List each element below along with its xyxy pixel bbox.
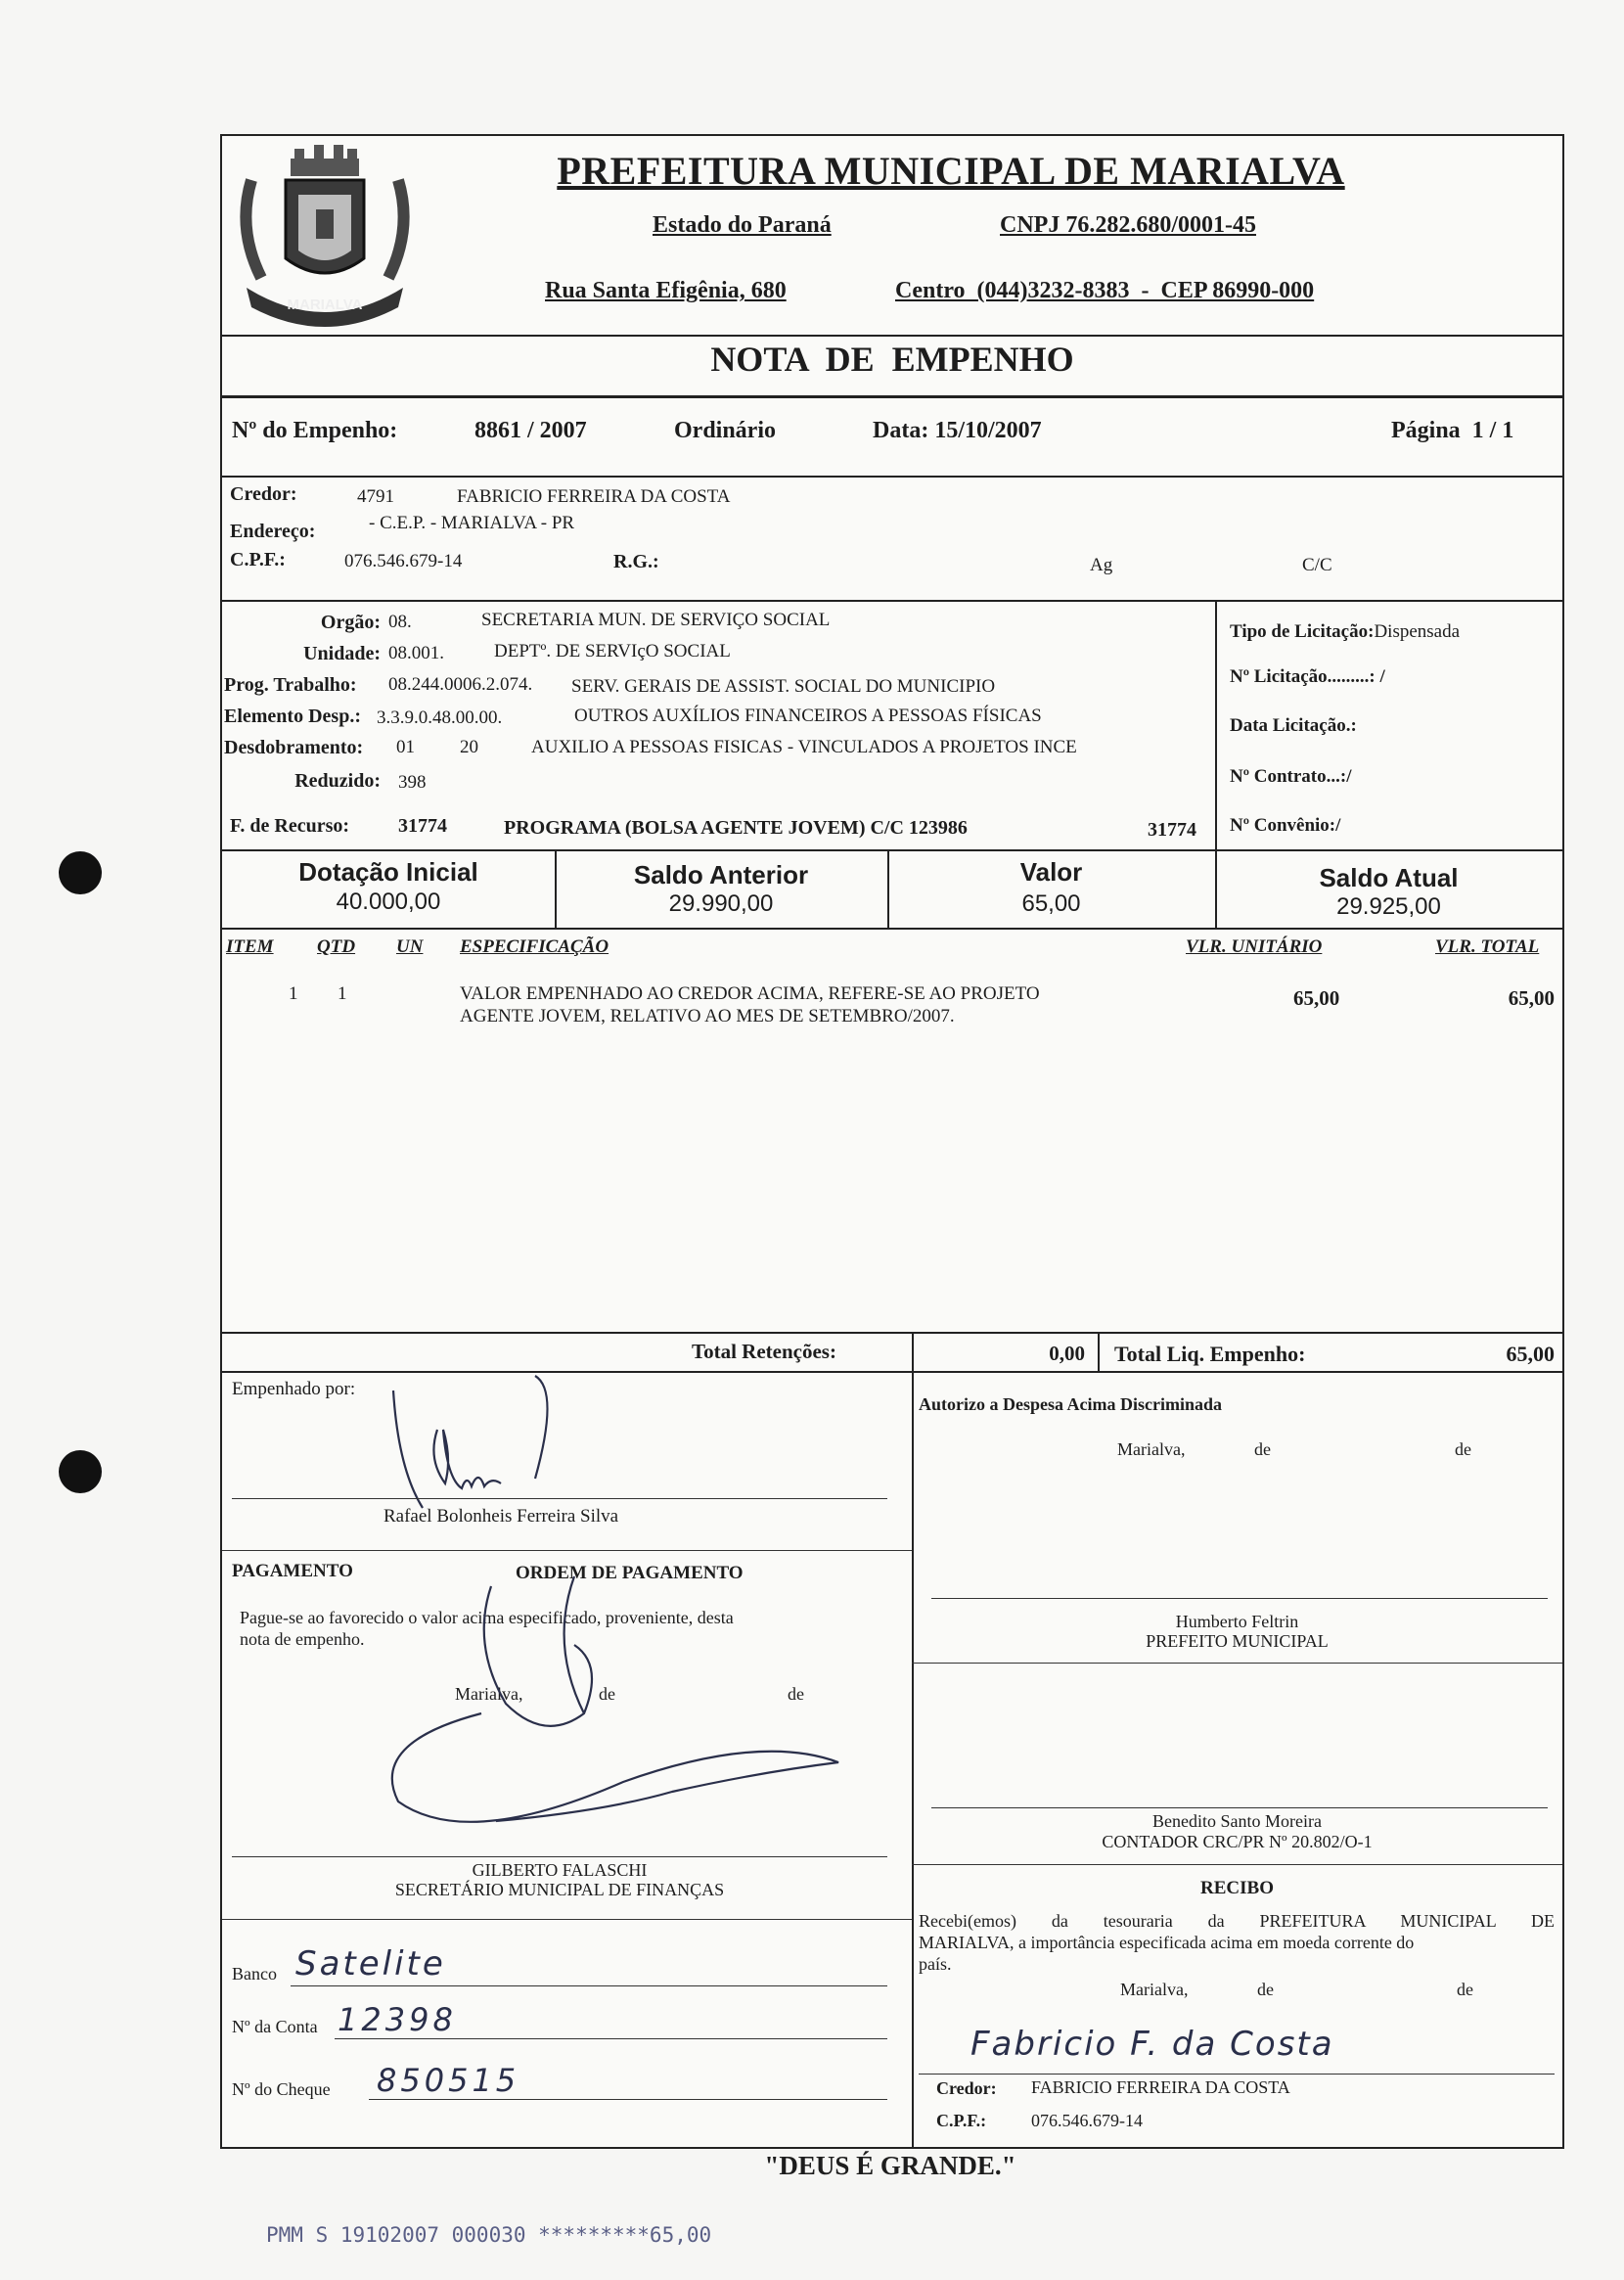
items-header-unit-value: VLR. UNITÁRIO <box>1186 936 1323 957</box>
empenhado-por-name: Rafael Bolonheis Ferreira Silva <box>383 1506 619 1527</box>
punch-hole-top <box>59 851 102 894</box>
tipo-licitacao-label-text: Tipo de Licitação: <box>1230 621 1375 642</box>
orgao-label: Orgão: <box>320 612 381 633</box>
credor-code: 4791 <box>357 486 394 507</box>
empenho-number: 8861 / 2007 <box>474 418 587 443</box>
unidade-name: DEPTº. DE SERVIçO SOCIAL <box>494 641 731 661</box>
recibo-cpf-label: C.P.F.: <box>936 2111 987 2130</box>
recibo-text-line2: MARIALVA, a importância especificada acima em moeda corrente do <box>919 1933 1415 1952</box>
elemento-desp-name: OUTROS AUXÍLIOS FINANCEIROS A PESSOAS FÍSICAS <box>574 706 1042 726</box>
banco-label: Banco <box>232 1964 277 1984</box>
secretario-name: GILBERTO FALASCHI <box>472 1860 648 1880</box>
page-number: Página 1 / 1 <box>1391 418 1514 443</box>
endereco-label: Endereço: <box>230 521 316 542</box>
secretario-signature <box>349 1567 897 1860</box>
recibo-de-1: de <box>1257 1980 1274 1999</box>
numero-licitacao: Nº Licitação.........: / <box>1230 666 1385 687</box>
footer-motto: "DEUS É GRANDE." <box>764 2151 1016 2180</box>
items-header-item: ITEM <box>226 936 274 957</box>
item-1-spec-line1: VALOR EMPENHADO AO CREDOR ACIMA, REFERE-SE AO PROJETO <box>460 983 1040 1004</box>
data-licitacao: Data Licitação.: <box>1230 715 1357 736</box>
fonte-recurso-code: 31774 <box>398 815 447 837</box>
ordem-pagamento-label: ORDEM DE PAGAMENTO <box>516 1563 744 1583</box>
empenhado-signature <box>300 1371 692 1518</box>
cpf-label: C.P.F.: <box>230 549 286 570</box>
elemento-desp-code: 3.3.9.0.48.00.00. <box>377 707 503 728</box>
dotacao-inicial-label: Dotação Inicial <box>298 857 478 887</box>
empenho-type: Ordinário <box>674 418 777 443</box>
ag-label: Ag <box>1090 555 1113 575</box>
punch-hole-bottom <box>59 1450 102 1493</box>
fonte-recurso-code-2: 31774 <box>1148 819 1196 841</box>
saldo-atual-label: Saldo Atual <box>1319 863 1459 892</box>
item-1-spec-line2: AGENTE JOVEM, RELATIVO AO MES DE SETEMBRO/2007. <box>460 1006 955 1026</box>
prefeito-role: PREFEITO MUNICIPAL <box>1146 1631 1329 1651</box>
valor-value: 65,00 <box>1021 890 1081 917</box>
cheque-value: 850515 <box>377 2062 520 2099</box>
pagamento-de-1: de <box>599 1684 615 1704</box>
nota-de-empenho-form <box>220 134 1564 2149</box>
numero-convenio: Nº Convênio:/ <box>1230 815 1341 836</box>
conta-label: Nº da Conta <box>232 2017 318 2036</box>
prog-trabalho-name: SERV. GERAIS DE ASSIST. SOCIAL DO MUNICIPIO <box>571 676 996 697</box>
total-retencoes-value: 0,00 <box>1049 1342 1085 1365</box>
coat-of-arms-banner-text: MARIALVA <box>287 296 363 313</box>
desdobramento-name: AUXILIO A PESSOAS FISICAS - VINCULADOS A PROJETOS INCE <box>531 737 1077 757</box>
item-1-qtd: 1 <box>338 983 347 1004</box>
total-liquido-label: Total Liq. Empenho: <box>1114 1342 1306 1366</box>
tipo-licitacao-value: Dispensada <box>1374 621 1461 642</box>
cc-label: C/C <box>1302 555 1332 575</box>
secretario-role: SECRETÁRIO MUNICIPAL DE FINANÇAS <box>394 1880 725 1899</box>
item-1-number: 1 <box>289 983 298 1004</box>
reduzido-value: 398 <box>398 772 427 793</box>
total-retencoes-label: Total Retenções: <box>692 1340 836 1363</box>
items-header-total-value: VLR. TOTAL <box>1435 936 1540 957</box>
reduzido-label: Reduzido: <box>294 770 381 792</box>
items-header-spec: ESPECIFICAÇÃO <box>460 936 609 957</box>
recibo-credor-label: Credor: <box>936 2078 997 2098</box>
prefeitura-title: PREFEITURA MUNICIPAL DE MARIALVA <box>557 149 1345 193</box>
bank-authentication-stamp: PMM S 19102007 000030 *********65,00 <box>266 2223 712 2247</box>
orgao-code: 08. <box>388 612 412 632</box>
desdobramento-code: 01 <box>396 737 415 757</box>
numero-contrato: Nº Contrato...:/ <box>1230 766 1352 787</box>
credor-address: - C.E.P. - MARIALVA - PR <box>369 513 575 533</box>
conta-value: 12398 <box>338 2001 457 2038</box>
orgao-name: SECRETARIA MUN. DE SERVIÇO SOCIAL <box>481 610 831 630</box>
banco-value: Satelite <box>295 1944 446 1984</box>
cheque-label: Nº do Cheque <box>232 2079 331 2099</box>
contador-name: Benedito Santo Moreira <box>1152 1811 1322 1831</box>
pagamento-place: Marialva, <box>455 1684 523 1704</box>
autorizo-place: Marialva, <box>1117 1439 1186 1459</box>
unidade-code: 08.001. <box>388 643 444 663</box>
autorizo-de-1: de <box>1254 1439 1271 1459</box>
elemento-desp-label: Elemento Desp.: <box>224 706 361 727</box>
recibo-label: RECIBO <box>1200 1878 1274 1898</box>
cnpj: CNPJ 76.282.680/0001-45 <box>1000 212 1256 238</box>
street-address: Rua Santa Efigênia, 680 <box>545 278 787 303</box>
item-1-total-value: 65,00 <box>1508 986 1555 1010</box>
item-1-unit-value: 65,00 <box>1293 986 1340 1010</box>
pagamento-de-2: de <box>788 1684 804 1704</box>
credor-cpf: 076.546.679-14 <box>344 551 463 571</box>
empenho-number-label: Nº do Empenho: <box>232 418 398 443</box>
prog-trabalho-code: 08.244.0006.2.074. <box>388 674 533 695</box>
recibo-de-2: de <box>1457 1980 1473 1999</box>
empenhado-por-label: Empenhado por: <box>232 1379 356 1399</box>
empenho-date: Data: 15/10/2007 <box>873 418 1042 443</box>
credor-name: FABRICIO FERREIRA DA COSTA <box>457 486 731 507</box>
saldo-anterior-value: 29.990,00 <box>668 890 774 917</box>
pagamento-label: PAGAMENTO <box>232 1561 353 1581</box>
contact-info: Centro (044)3232-8383 - CEP 86990-000 <box>895 278 1315 303</box>
contador-role: CONTADOR CRC/PR Nº 20.802/O-1 <box>1102 1832 1373 1851</box>
recibo-text-line1: Recebi(emos) da tesouraria da PREFEITURA MUNICIPAL DE <box>919 1911 1555 1931</box>
recibo-place: Marialva, <box>1120 1980 1189 1999</box>
tipo-licitacao-label <box>1230 621 1460 643</box>
recibo-cpf-value: 076.546.679-14 <box>1031 2111 1143 2130</box>
secretario-signature-stroke <box>392 1576 838 1822</box>
items-header-un: UN <box>396 936 424 957</box>
prefeito-name: Humberto Feltrin <box>1175 1612 1299 1631</box>
recibo-text-line3: país. <box>919 1954 952 1974</box>
saldo-atual-value: 29.925,00 <box>1336 893 1441 920</box>
unidade-label: Unidade: <box>303 643 381 664</box>
valor-label: Valor <box>1019 857 1083 887</box>
prog-trabalho-label: Prog. Trabalho: <box>224 674 357 696</box>
credor-handwritten-signature: Fabricio F. da Costa <box>970 2025 1334 2064</box>
state-name: Estado do Paraná <box>653 212 832 238</box>
fonte-recurso-name: PROGRAMA (BOLSA AGENTE JOVEM) C/C 123986 <box>504 817 968 839</box>
credor-label: Credor: <box>230 483 297 505</box>
total-liquido-value: 65,00 <box>1506 1342 1555 1366</box>
autorizo-label: Autorizo a Despesa Acima Discriminada <box>919 1394 1222 1414</box>
coat-of-arms-logo <box>232 141 418 332</box>
document-title: NOTA DE EMPENHO <box>710 340 1074 379</box>
rg-label: R.G.: <box>613 551 659 572</box>
recibo-credor-name: FABRICIO FERREIRA DA COSTA <box>1031 2077 1290 2097</box>
items-header-qtd: QTD <box>317 936 356 957</box>
autorizo-de-2: de <box>1455 1439 1471 1459</box>
desdobramento-sub: 20 <box>460 737 478 757</box>
saldo-anterior-label: Saldo Anterior <box>633 860 809 889</box>
desdobramento-label: Desdobramento: <box>224 737 364 758</box>
pagamento-text-line2: nota de empenho. <box>240 1629 365 1649</box>
pagamento-text-line1: Pague-se ao favorecido o valor acima especificado, proveniente, desta <box>240 1608 734 1627</box>
dotacao-inicial-value: 40.000,00 <box>336 889 441 915</box>
empenhado-signature-stroke <box>393 1376 548 1508</box>
fonte-recurso-label: F. de Recurso: <box>230 815 350 837</box>
